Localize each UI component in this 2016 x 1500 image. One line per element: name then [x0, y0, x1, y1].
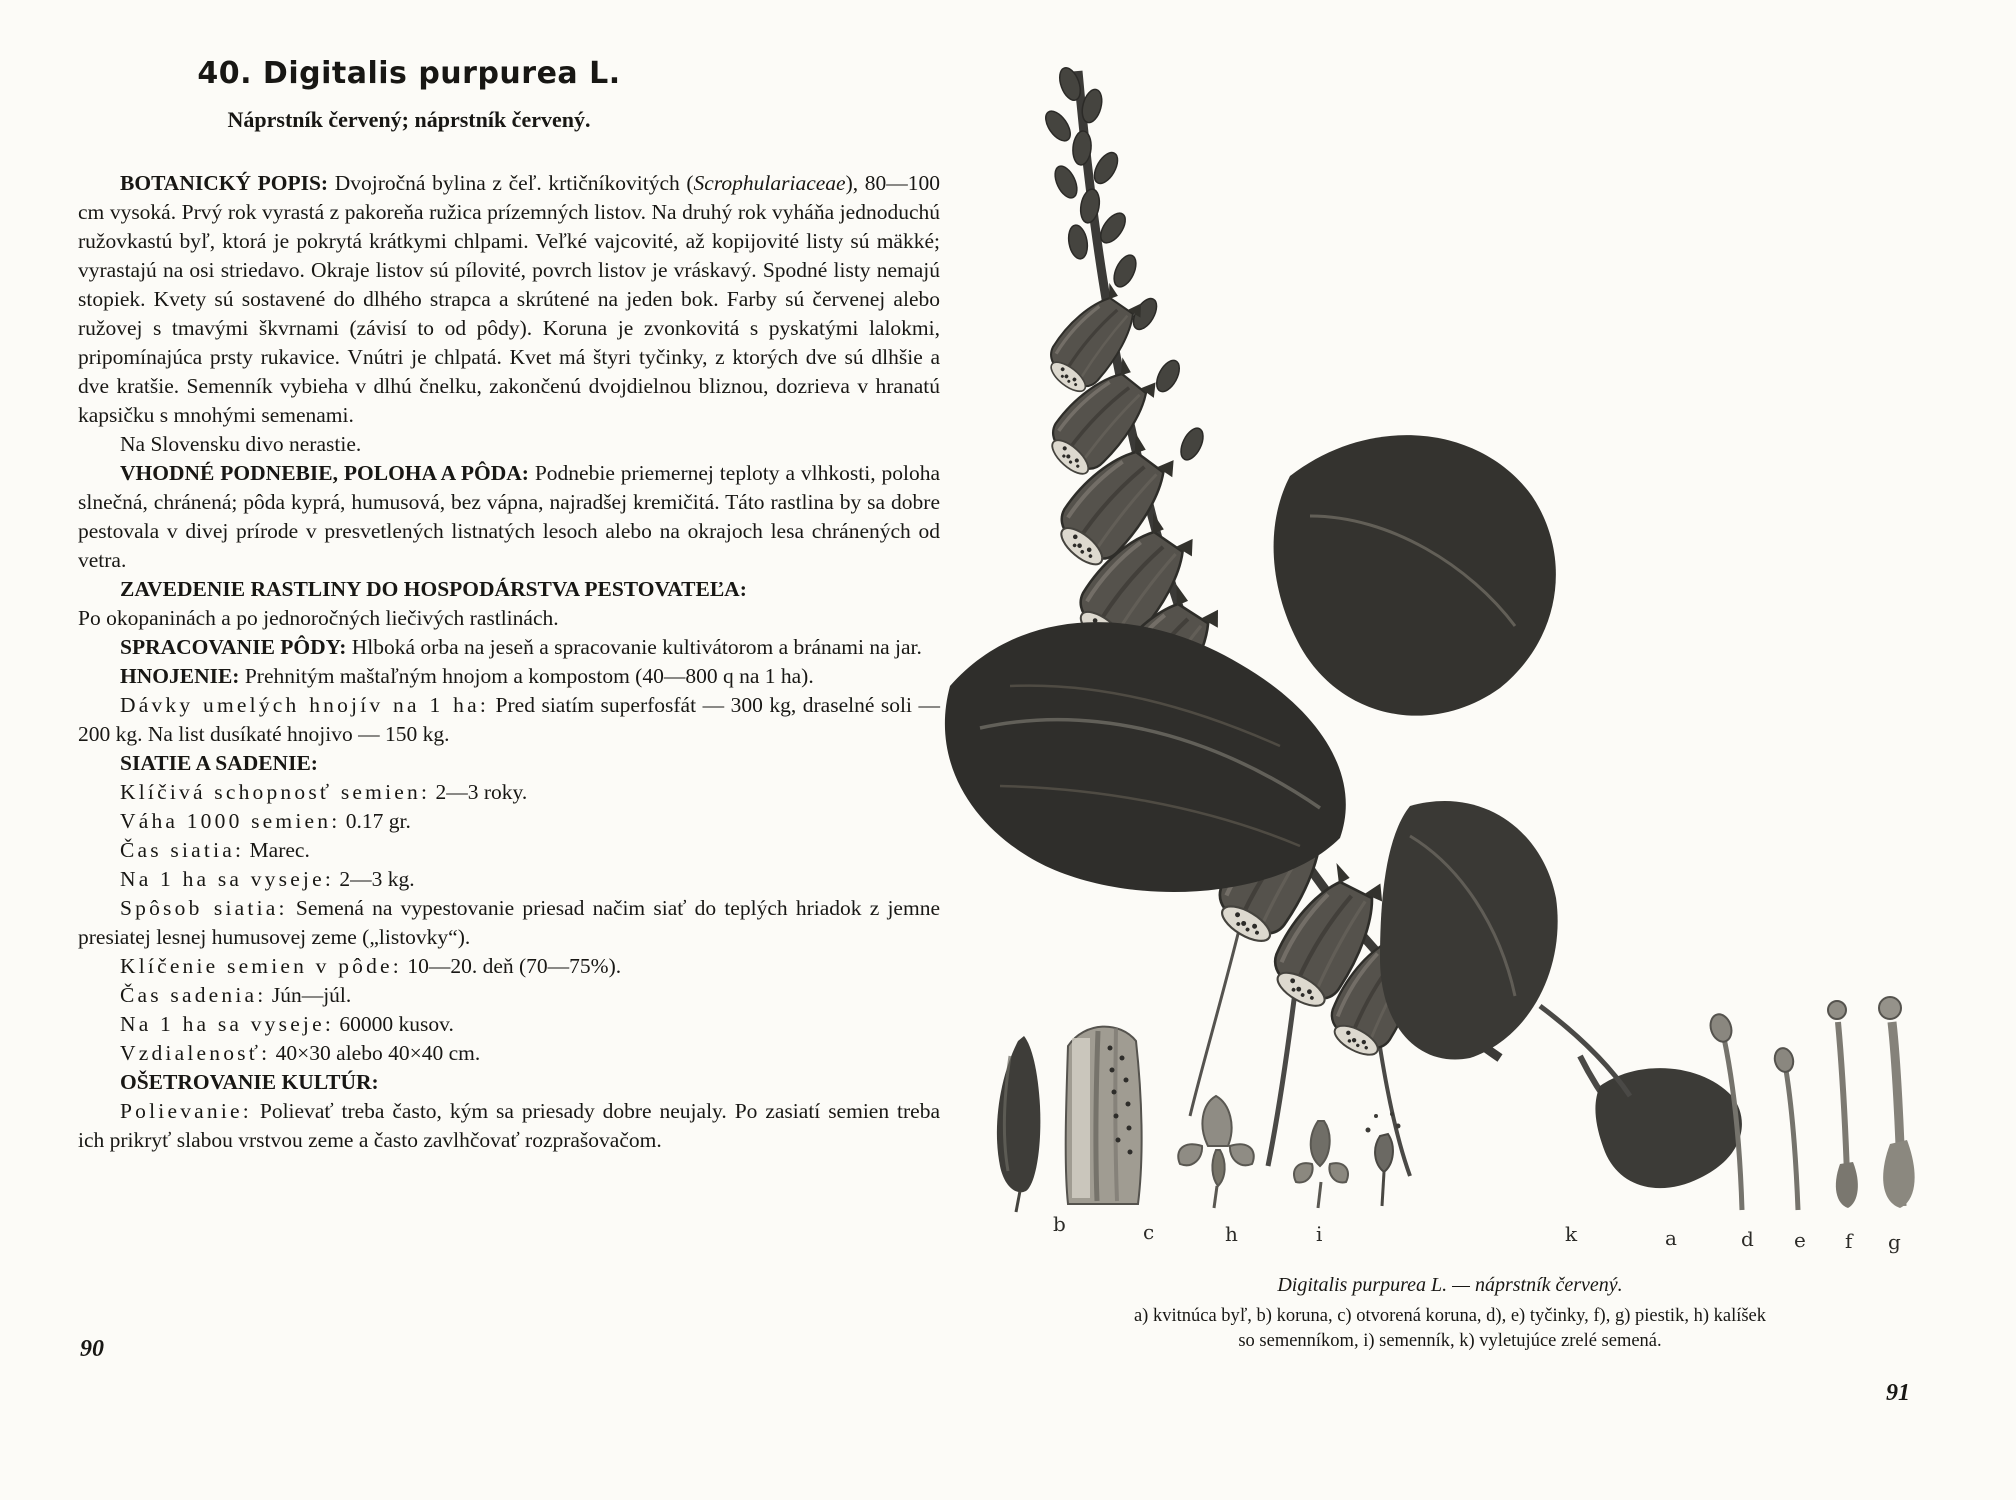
figure-part-label: a	[1665, 1226, 1677, 1250]
figure-detail-open-corolla	[1066, 1027, 1142, 1204]
figure-part-label: b	[1053, 1212, 1066, 1236]
figure-part-label: d	[1741, 1227, 1754, 1251]
paragraph: Vzdialenosť: 40×30 alebo 40×40 cm.	[120, 1041, 481, 1065]
page-subtitle: Náprstník červený; náprstník červený.	[227, 107, 591, 132]
paragraph: BOTANICKÝ POPIS: Dvojročná bylina z čeľ. krtičníkovitých (Scrophulariaceae), 80—100 cm vysoká. Prvý rok vyrastá z pakoreňa ružica prízemných listov. Na druhý rok vyháňa jednoduchú ružovkastú byľ, ktorá je pokrytá krátkymi chlpami. Veľké vajcovité, až kopijovité listy sú mäkké; vyrastajú na osi striedavo. Okraje listov sú pílovité, povrch listov je vráskavý. Spodné listy nemajú stopiek. Kvety sú sostavené do dlhého strapca a skrútené na jeden bok. Farby sú červenej alebo ružovej s tmavými škvrnami (závisí to od pôdy). Koruna je zvonkovitá s pyskatými lalokmi, pripomínajúca prsty rukavice. Vnútri je chlpatá. Kvet má štyri tyčinky, z ktorých dve sú dlhšie a dve kratšie. Semenník vybieha v dlhú čnelku, zakončenú dvojdielnou bliznou, dozrieva v hranatú kapsičku s mnohými semenami.	[78, 171, 940, 427]
paragraph: Po okopaninách a po jednoročných liečivých rastlinách.	[78, 606, 559, 630]
figure-detail-ovary	[1294, 1121, 1348, 1208]
figure-part-label: k	[1565, 1222, 1578, 1246]
figure-caption-detail-1: a) kvitnúca byľ, b) koruna, c) otvorená koruna, d), e) tyčinky, f), g) piestik, h) kalíšek	[1133, 1306, 1767, 1326]
page-number-right: 91	[1886, 1380, 1910, 1406]
figure-part-label: i	[1316, 1222, 1323, 1246]
left-page	[78, 56, 940, 1155]
paragraph: VHODNÉ PODNEBIE, POLOHA A PÔDA: Podnebie priemernej teploty a vlhkosti, poloha slnečná, chránená; pôda kyprá, humusová, bez vápna, najradšej kremičitá. Táto rastlina by sa dobre pestovala v divej prírode v presvetlených listnatých lesoch alebo na okrajoch lesa chránených od vetra.	[78, 461, 940, 572]
figure-part-label: g	[1888, 1230, 1901, 1254]
paragraph: Na Slovensku divo nerastie.	[120, 432, 362, 456]
paragraph: ZAVEDENIE RASTLINY DO HOSPODÁRSTVA PESTOVATEĽA:	[120, 577, 747, 601]
botanical-illustration	[940, 46, 2000, 1216]
body-text	[78, 169, 940, 1155]
figure-detail-pistils	[1828, 997, 1915, 1208]
paragraph: Čas sadenia: Jún—júl.	[120, 983, 352, 1007]
paragraph: Váha 1000 semien: 0.17 gr.	[120, 809, 411, 833]
paragraph: OŠETROVANIE KULTÚR:	[120, 1070, 379, 1094]
paragraph: Klíčenie semien v pôde: 10—20. deň (70—75%).	[120, 954, 622, 978]
figure-caption-species: Digitalis purpurea L. — náprstník červený.	[1277, 1274, 1623, 1296]
leaves	[945, 435, 1742, 1188]
paragraph: Klíčivá schopnosť semien: 2—3 roky.	[120, 780, 528, 804]
figure-detail-corolla	[997, 1036, 1040, 1212]
paragraph: SIATIE A SADENIE:	[120, 751, 318, 775]
paragraph: Na 1 ha sa vyseje: 2—3 kg.	[120, 867, 415, 891]
figure-part-label: h	[1225, 1222, 1238, 1246]
paragraph: Dávky umelých hnojív na 1 ha: Pred siatím superfosfát — 300 kg, draselné soli — 200 kg. Na list dusíkaté hnojivo — 150 kg.	[78, 693, 940, 746]
paragraph: Polievanie: Polievať treba často, kým sa priesady dobre neujaly. Po zasiatí semien treba ich prikryť slabou vrstvou zeme a často zavlhčovať rozprašovačom.	[78, 1099, 940, 1152]
figure-caption	[1000, 1274, 1900, 1354]
paragraph: Spôsob siatia: Semená na vypestovanie priesad načim siať do teplých hriadok z jemne presiatej lesnej humusovej zeme („listovky“).	[78, 896, 940, 949]
figure-part-label: c	[1143, 1220, 1155, 1244]
figure-caption-detail-2: so semenníkom, i) semenník, k) vyletujúce zrelé semená.	[1238, 1331, 1662, 1351]
page-title: 40. Digitalis purpurea L.	[197, 56, 621, 91]
paragraph: SPRACOVANIE PÔDY: Hlboká orba na jeseň a spracovanie kultivátorom a bránami na jar.	[120, 635, 922, 659]
paragraph: Na 1 ha sa vyseje: 60000 kusov.	[120, 1012, 454, 1036]
figure-part-label: e	[1794, 1228, 1806, 1252]
page-number-left: 90	[80, 1336, 104, 1362]
figure-part-label: f	[1845, 1229, 1853, 1253]
paragraph: Čas siatia: Marec.	[120, 838, 310, 862]
paragraph: HNOJENIE: Prehnitým maštaľným hnojom a kompostom (40—800 q na 1 ha).	[120, 664, 814, 688]
